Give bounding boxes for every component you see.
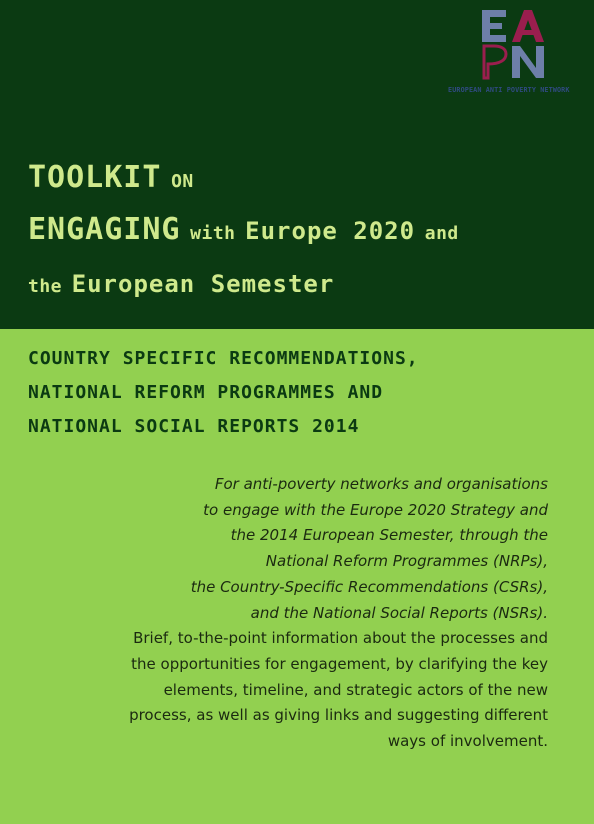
description-line: National Reform Programmes (NRPs), — [265, 552, 548, 571]
description-line: process, as well as giving links and suggesting different — [129, 706, 548, 725]
description-line: the Country-Specific Recommendations (CSRs), — [190, 577, 548, 596]
description-line: the 2014 European Semester, through the — [230, 526, 548, 545]
eapn-logo — [448, 8, 580, 98]
description-line: to engage with the Europe 2020 Strategy and — [203, 500, 548, 519]
title-with: with — [190, 223, 236, 244]
title-toolkit: TOOLKIT — [28, 160, 162, 195]
title-european-semester: European Semester — [71, 270, 335, 298]
subtitle-line-1: COUNTRY SPECIFIC RECOMMENDATIONS, — [28, 348, 419, 369]
title-line-1 — [28, 160, 194, 195]
description-line: ways of involvement. — [387, 732, 548, 751]
title-line-3 — [28, 270, 334, 298]
subtitle-line-3: NATIONAL SOCIAL REPORTS 2014 — [28, 416, 360, 437]
title-the: the — [28, 276, 63, 297]
description-line: Brief, to-the-point information about the processes and — [133, 629, 548, 648]
description-line: the opportunities for engagement, by clarifying the key — [131, 654, 548, 673]
logo-graphic — [448, 8, 580, 88]
title-line-2 — [28, 212, 459, 247]
description-line: and the National Social Reports (NSRs). — [250, 603, 548, 622]
description-line: elements, timeline, and strategic actors of the new — [163, 680, 548, 699]
title-europe-2020: Europe 2020 — [245, 217, 416, 245]
logo-subtitle: EUROPEAN ANTI POVERTY NETWORK — [448, 86, 570, 94]
title-on: ON — [171, 171, 194, 192]
title-and: and — [424, 223, 459, 244]
title-engaging: ENGAGING — [28, 212, 181, 247]
description — [128, 472, 548, 755]
subtitle-line-2: NATIONAL REFORM PROGRAMMES AND — [28, 382, 384, 403]
description-line: For anti-poverty networks and organisations — [214, 475, 548, 493]
